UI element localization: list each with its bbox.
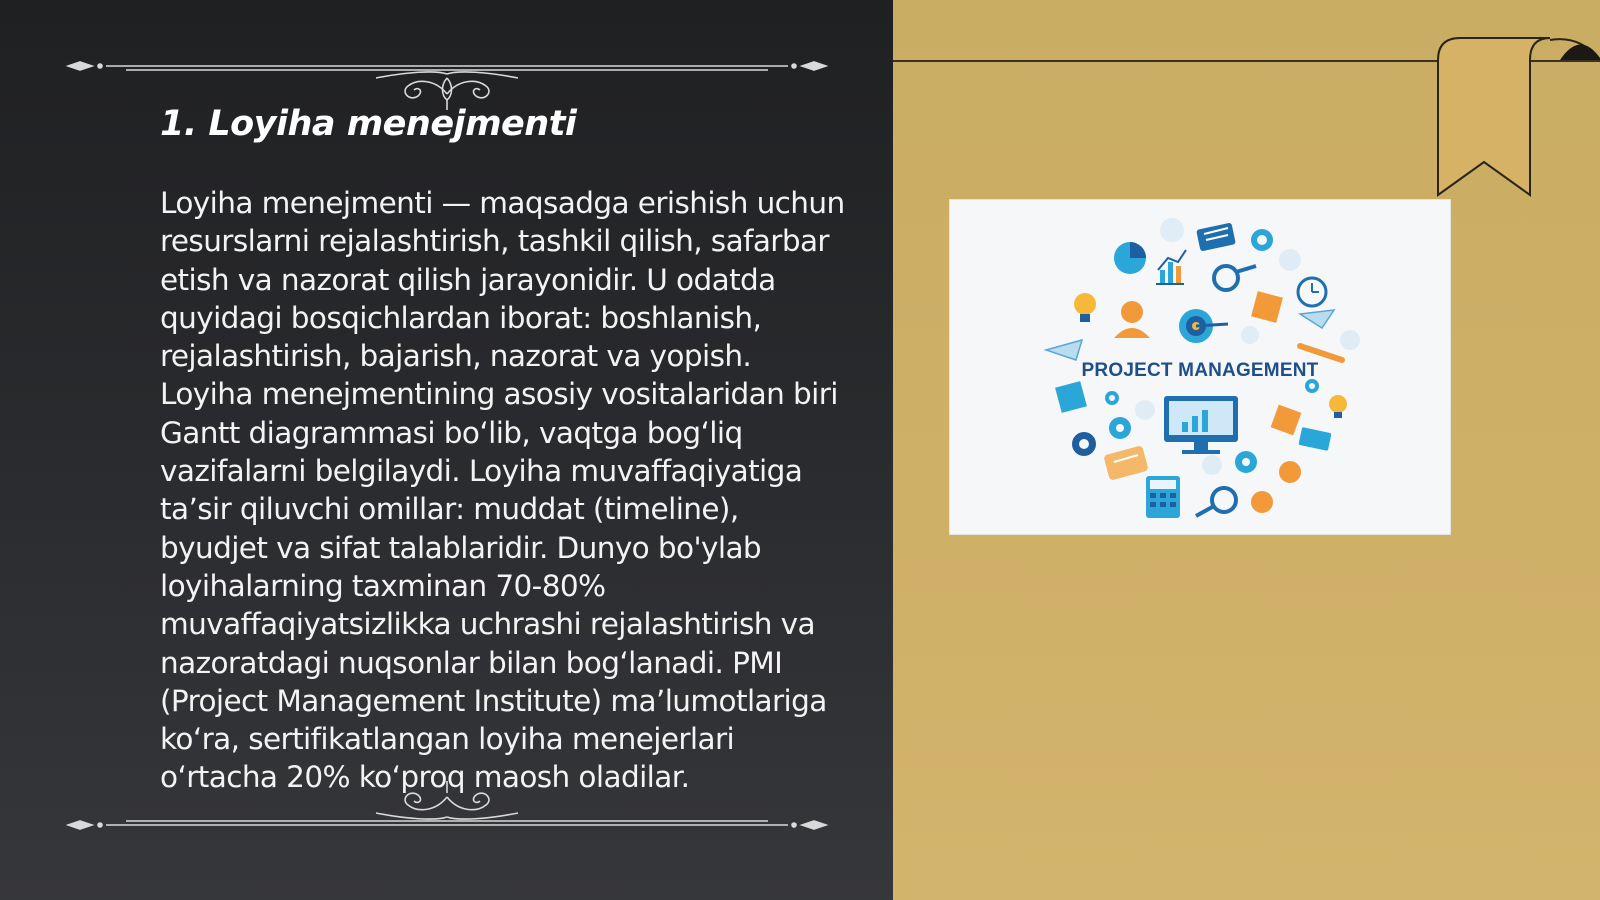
monitor-chart-icon	[1164, 396, 1238, 454]
pie-chart-icon	[1114, 242, 1146, 274]
slide-title: 1. Loyiha menejmenti	[160, 104, 577, 144]
person-icon	[1114, 301, 1150, 338]
chat-icon	[1196, 222, 1236, 251]
bookmark-ribbon-icon	[1430, 30, 1600, 205]
project-management-illustration	[950, 200, 1450, 534]
target-icon	[1179, 309, 1228, 343]
illustration-label: PROJECT MANAGEMENT	[1081, 360, 1319, 381]
slide-body-text: Loyiha menejmenti — maqsadga erishish uchun resurslarni rejalashtirish, tashkil qilish, safarbar etish va nazorat qilish jarayonidir. U odatda quyidagi bosqichlardan iborat: boshlanish, rejalashtirish, bajarish, nazorat va yopish. Loyiha menejmentining asosiy vositalaridan biri Gantt diagrammasi bo‘lib, vaqtga bog‘liq vazifalarni belgilaydi. Loyiha muvaffaqiyatiga ta’sir qiluvchi omillar: muddat (timeline), byudjet va sifat talablaridir. Dunyo bo'ylab loyihalarning taxminan 70-80% muvaffaqiyatsizlikka uchrashi rejalashtirish va nazoratdagi nuqsonlar bilan bog‘lanadi. PMI (Project Management Institute) ma’lumotlariga ko‘ra, sertifikatlangan loyiha menejerlari o‘rtacha 20% ko‘proq maosh oladilar.	[160, 186, 845, 795]
clock-icon	[1298, 278, 1326, 306]
calculator-icon	[1146, 476, 1180, 518]
ornament-divider-top	[66, 50, 828, 110]
magnifier-icon	[1196, 266, 1256, 516]
bar-chart-icon	[1156, 250, 1186, 284]
chat-icon-orange	[1103, 445, 1148, 480]
